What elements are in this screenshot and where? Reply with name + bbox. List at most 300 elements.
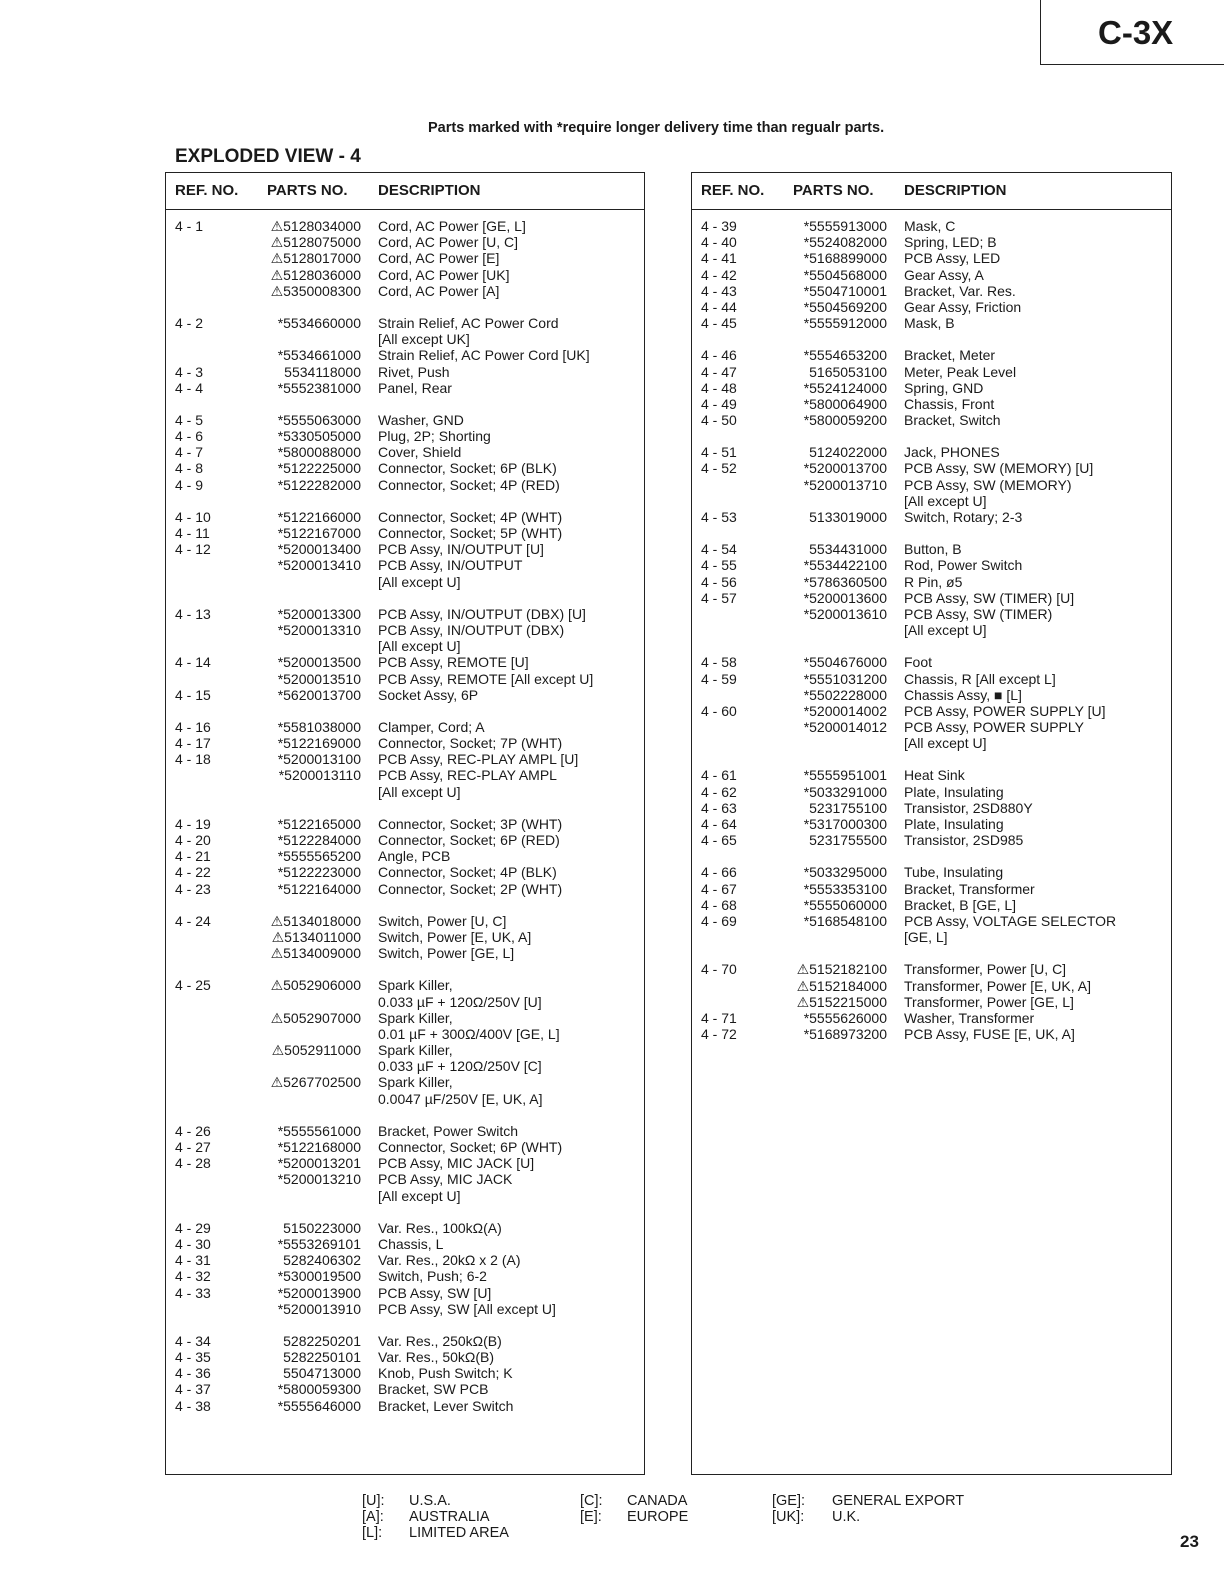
- description-cell: Switch, Power [U, C]: [378, 912, 507, 929]
- description-cell: Mask, C: [904, 218, 956, 234]
- table-row: [692, 396, 1171, 412]
- table-row: [166, 525, 644, 541]
- parts-no-cell: *5200013310: [277, 621, 361, 638]
- parts-no-cell: 5165053100: [809, 363, 887, 380]
- section-title: EXPLODED VIEW - 4: [175, 146, 361, 167]
- table-row: [166, 864, 644, 880]
- ref-no-cell: 4 - 49: [701, 395, 737, 412]
- description-cell: Cover, Shield: [378, 444, 462, 461]
- description-cell: Plate, Insulating: [904, 783, 1004, 800]
- ref-no-cell: 4 - 26: [175, 1122, 211, 1139]
- column-header: [166, 173, 644, 210]
- parts-no-cell: *5122168000: [277, 1139, 361, 1155]
- description-cell: Panel, Rear: [378, 379, 452, 396]
- table-row: [166, 751, 644, 767]
- ref-no-cell: 4 - 1: [175, 218, 204, 234]
- table-row: [166, 816, 644, 832]
- column-header: [692, 173, 1171, 210]
- parts-no-cell: *5552381000: [277, 379, 361, 396]
- description-cell: [All except U]: [904, 492, 987, 509]
- parts-no-cell: *5317000300: [803, 816, 887, 832]
- description-cell: Socket Assy, 6P: [378, 686, 479, 703]
- ref-no-cell: 4 - 53: [701, 509, 737, 525]
- table-row: [166, 347, 644, 363]
- ref-no-cell: 4 - 64: [701, 816, 737, 832]
- table-row: [692, 218, 1171, 234]
- description-cell: Bracket, Lever Switch: [378, 1397, 514, 1414]
- parts-no-cell: 5282250201: [283, 1332, 361, 1349]
- description-cell: PCB Assy, POWER SUPPLY [U]: [904, 702, 1106, 719]
- description-cell: Cord, AC Power [E]: [378, 250, 500, 267]
- table-row: [692, 703, 1171, 719]
- parts-no-cell: ⚠5134009000: [270, 945, 361, 962]
- parts-no-cell: 5133019000: [809, 509, 887, 525]
- ref-no-cell: 4 - 11: [175, 525, 210, 541]
- ref-no-cell: 4 - 66: [701, 864, 737, 881]
- parts-no-cell: *5534661000: [277, 347, 361, 364]
- description-cell: Connector, Socket; 4P (WHT): [378, 508, 563, 525]
- legend-item: [C]: CANADA: [580, 1493, 688, 1509]
- description-cell: Bracket, Transformer: [904, 880, 1035, 897]
- parts-no-cell: ⚠5052906000: [270, 977, 361, 994]
- table-row: [692, 913, 1171, 929]
- ref-no-cell: 4 - 41: [701, 250, 737, 267]
- table-row: [166, 881, 644, 897]
- table-row: [166, 767, 644, 783]
- description-cell: PCB Assy, REMOTE [All except U]: [378, 670, 594, 687]
- parts-no-cell: *5555565200: [277, 848, 361, 865]
- ref-no-cell: 4 - 37: [175, 1381, 211, 1398]
- ref-no-cell: 4 - 18: [175, 751, 211, 768]
- parts-no-cell: *5122282000: [277, 476, 361, 493]
- parts-no-cell: *5504676000: [803, 654, 887, 671]
- parts-no-cell: *5200013500: [277, 654, 361, 671]
- table-row: [166, 428, 644, 444]
- table-row: [166, 364, 644, 380]
- table-row: [166, 412, 644, 428]
- description-cell: Tube, Insulating: [904, 864, 1004, 881]
- table-row: [166, 331, 644, 347]
- table-row: [166, 719, 644, 735]
- parts-no-cell: *5555913000: [803, 218, 887, 234]
- table-row: [166, 380, 644, 396]
- description-cell: Chassis, L: [378, 1235, 444, 1252]
- parts-no-cell: *5555912000: [803, 315, 887, 332]
- description-cell: Connector, Socket; 2P (WHT): [378, 880, 563, 897]
- parts-no-cell: *5200013210: [277, 1171, 361, 1188]
- description-cell: Chassis Assy, ■ [L]: [904, 686, 1022, 703]
- table-row: [692, 881, 1171, 897]
- description-cell: PCB Assy, REMOTE [U]: [378, 654, 529, 671]
- parts-no-cell: *5200013100: [277, 751, 361, 768]
- table-row: [166, 638, 644, 654]
- parts-no-cell: *5200014002: [803, 702, 887, 719]
- ref-no-cell: 4 - 20: [175, 832, 211, 848]
- ref-no-cell: 4 - 55: [701, 557, 737, 574]
- ref-no-cell: 4 - 45: [701, 315, 737, 332]
- ref-no-cell: 4 - 69: [701, 912, 737, 929]
- description-cell: Bracket, SW PCB: [378, 1381, 489, 1398]
- parts-no-cell: *5200013610: [803, 605, 887, 622]
- ref-no-cell: 4 - 62: [701, 783, 737, 800]
- table-row: [692, 654, 1171, 670]
- table-row: [166, 1026, 644, 1042]
- ref-no-cell: 4 - 5: [175, 411, 204, 428]
- table-row: [166, 574, 644, 590]
- description-cell: Rivet, Push: [378, 363, 450, 380]
- parts-no-cell: ⚠5152215000: [796, 993, 887, 1010]
- description-cell: Foot: [904, 654, 933, 671]
- table-row: [166, 477, 644, 493]
- parts-no-cell: *5200013600: [803, 589, 887, 606]
- ref-no-cell: 4 - 61: [701, 767, 737, 784]
- table-row: [692, 816, 1171, 832]
- table-row: [692, 557, 1171, 573]
- description-cell: Washer, GND: [378, 411, 464, 428]
- description-cell: Var. Res., 20kΩ x 2 (A): [378, 1252, 521, 1269]
- parts-no-cell: *5122225000: [277, 460, 361, 477]
- table-row: [692, 590, 1171, 606]
- parts-no-cell: *5800064900: [803, 395, 887, 412]
- description-cell: PCB Assy, SW [U]: [378, 1284, 492, 1301]
- legend-item: [UK]: U.K.: [772, 1509, 861, 1525]
- table-row: [166, 460, 644, 476]
- description-cell: Chassis, R [All except L]: [904, 670, 1056, 687]
- table-row: [166, 1236, 644, 1252]
- description-cell: PCB Assy, POWER SUPPLY: [904, 719, 1084, 736]
- ref-no-cell: 4 - 8: [175, 460, 204, 477]
- description-cell: Bracket, Power Switch: [378, 1122, 519, 1139]
- delivery-notice: Parts marked with *require longer delivery time than regualr parts.: [428, 120, 885, 136]
- table-row: [692, 477, 1171, 493]
- ref-no-cell: 4 - 24: [175, 912, 211, 929]
- parts-no-cell: ⚠5350008300: [270, 282, 361, 299]
- table-row: [166, 1301, 644, 1317]
- header-description: DESCRIPTION: [904, 182, 1007, 199]
- table-row: [166, 1285, 644, 1301]
- ref-no-cell: 4 - 46: [701, 347, 737, 364]
- description-cell: 0.033 µF + 120Ω/250V [C]: [378, 1058, 542, 1075]
- table-row: [166, 687, 644, 703]
- ref-no-cell: 4 - 71: [701, 1009, 737, 1026]
- description-cell: Connector, Socket; 5P (WHT): [378, 525, 563, 541]
- parts-no-cell: 5534118000: [284, 363, 361, 380]
- parts-no-cell: ⚠5134011000: [271, 928, 361, 945]
- description-cell: Bracket, B [GE, L]: [904, 896, 1017, 913]
- description-cell: PCB Assy, SW [All except U]: [378, 1300, 556, 1317]
- table-row: [166, 315, 644, 331]
- ref-no-cell: 4 - 38: [175, 1397, 211, 1414]
- table-row: [166, 250, 644, 266]
- ref-no-cell: 4 - 22: [175, 864, 211, 881]
- parts-no-cell: 5282250101: [283, 1349, 361, 1366]
- table-row: [692, 509, 1171, 525]
- parts-no-cell: 5231755500: [809, 832, 887, 849]
- parts-no-cell: 5150223000: [283, 1219, 361, 1236]
- description-cell: Heat Sink: [904, 767, 965, 784]
- ref-no-cell: 4 - 51: [701, 444, 737, 461]
- parts-no-cell: ⚠5128017000: [270, 250, 361, 267]
- description-cell: Washer, Transformer: [904, 1009, 1035, 1026]
- table-row: [166, 283, 644, 299]
- table-row: [692, 897, 1171, 913]
- table-row: [692, 622, 1171, 638]
- description-cell: Spring, LED; B: [904, 234, 997, 251]
- description-cell: [All except UK]: [378, 331, 470, 348]
- description-cell: Bracket, Meter: [904, 347, 996, 364]
- table-row: [692, 347, 1171, 363]
- ref-no-cell: 4 - 6: [175, 428, 204, 445]
- parts-no-cell: *5200013300: [277, 605, 361, 622]
- description-cell: Knob, Push Switch; K: [378, 1365, 513, 1382]
- parts-no-cell: *5534660000: [277, 314, 361, 331]
- description-cell: Transformer, Power [U, C]: [904, 961, 1067, 978]
- ref-no-cell: 4 - 28: [175, 1155, 211, 1172]
- parts-no-cell: *5200013900: [277, 1284, 361, 1301]
- description-cell: Gear Assy, Friction: [904, 298, 1022, 315]
- ref-no-cell: 4 - 72: [701, 1026, 737, 1043]
- parts-no-cell: *5581038000: [277, 718, 361, 735]
- parts-no-cell: *5122167000: [277, 525, 361, 541]
- table-row: [166, 832, 644, 848]
- ref-no-cell: 4 - 17: [175, 735, 211, 752]
- table-row: [166, 1333, 644, 1349]
- table-row: [692, 444, 1171, 460]
- description-cell: Angle, PCB: [378, 848, 451, 865]
- description-cell: Spark Killer,: [378, 1074, 453, 1091]
- legend-item: [L]: LIMITED AREA: [362, 1525, 509, 1541]
- parts-no-cell: *5168973200: [803, 1026, 887, 1043]
- table-row: [692, 994, 1171, 1010]
- description-cell: Connector, Socket; 3P (WHT): [378, 815, 563, 832]
- description-cell: Connector, Socket; 6P (BLK): [378, 460, 557, 477]
- header-parts-no: PARTS NO.: [793, 182, 874, 199]
- description-cell: Spring, GND: [904, 379, 984, 396]
- parts-no-cell: *5800059200: [803, 412, 887, 429]
- parts-no-cell: *5200013710: [803, 476, 887, 493]
- parts-no-cell: *5200013110: [278, 767, 361, 784]
- parts-no-cell: *5300019500: [277, 1268, 361, 1285]
- parts-no-cell: *5554653200: [803, 347, 887, 364]
- table-row: [166, 977, 644, 993]
- parts-no-cell: *5200014012: [803, 719, 887, 736]
- table-row: [166, 1252, 644, 1268]
- table-row: [166, 234, 644, 250]
- table-row: [166, 1123, 644, 1139]
- table-row: [166, 735, 644, 751]
- table-row: [166, 671, 644, 687]
- header-description: DESCRIPTION: [378, 182, 481, 199]
- description-cell: Switch, Push; 6-2: [378, 1268, 487, 1285]
- parts-no-cell: *5555561000: [277, 1122, 361, 1139]
- description-cell: Plug, 2P; Shorting: [378, 428, 491, 445]
- parts-no-cell: *5502228000: [803, 686, 887, 703]
- table-row: [166, 929, 644, 945]
- ref-no-cell: 4 - 7: [175, 444, 204, 461]
- parts-no-cell: ⚠5128034000: [270, 218, 361, 234]
- parts-no-cell: *5168548100: [803, 912, 887, 929]
- table-row: [692, 1010, 1171, 1026]
- page-number: 23: [1180, 1532, 1199, 1551]
- table-row: [166, 444, 644, 460]
- description-cell: Transistor, 2SD985: [904, 832, 1024, 849]
- description-cell: Strain Relief, AC Power Cord: [378, 314, 559, 331]
- description-cell: Cord, AC Power [UK]: [378, 266, 510, 283]
- parts-no-cell: *5553353100: [803, 880, 887, 897]
- table-row: [692, 719, 1171, 735]
- description-cell: PCB Assy, MIC JACK [U]: [378, 1155, 535, 1172]
- table-row: [692, 767, 1171, 783]
- description-cell: PCB Assy, IN/OUTPUT (DBX) [U]: [378, 605, 586, 622]
- description-cell: Cord, AC Power [U, C]: [378, 234, 519, 251]
- parts-no-cell: *5200013410: [277, 557, 361, 574]
- ref-no-cell: 4 - 60: [701, 702, 737, 719]
- table-row: [166, 913, 644, 929]
- parts-no-cell: ⚠5267702500: [270, 1074, 361, 1091]
- description-cell: PCB Assy, FUSE [E, UK, A]: [904, 1026, 1075, 1043]
- description-cell: Var. Res., 250kΩ(B): [378, 1332, 502, 1349]
- ref-no-cell: 4 - 21: [175, 848, 211, 865]
- ref-no-cell: 4 - 42: [701, 266, 737, 283]
- description-cell: Strain Relief, AC Power Cord [UK]: [378, 347, 590, 364]
- table-row: [692, 267, 1171, 283]
- description-cell: PCB Assy, REC-PLAY AMPL [U]: [378, 751, 579, 768]
- table-row: [166, 945, 644, 961]
- ref-no-cell: 4 - 19: [175, 815, 211, 832]
- table-row: [166, 1398, 644, 1414]
- header-ref-no: REF. NO.: [175, 182, 239, 199]
- description-cell: Chassis, Front: [904, 395, 995, 412]
- legend-item: [A]: AUSTRALIA: [362, 1509, 490, 1525]
- description-cell: [All except U]: [378, 783, 461, 800]
- ref-no-cell: 4 - 3: [175, 363, 204, 380]
- table-row: [692, 283, 1171, 299]
- ref-no-cell: 4 - 31: [175, 1252, 211, 1269]
- legend-col-1: [362, 1493, 562, 1541]
- parts-no-cell: *5524082000: [803, 234, 887, 251]
- legend-item: [GE]: GENERAL EXPORT: [772, 1493, 965, 1509]
- description-cell: Connector, Socket; 6P (WHT): [378, 1139, 563, 1155]
- parts-no-cell: ⚠5052907000: [270, 1009, 361, 1026]
- ref-no-cell: 4 - 59: [701, 670, 737, 687]
- parts-no-cell: *5555060000: [803, 896, 887, 913]
- table-row: [692, 493, 1171, 509]
- table-row: [692, 606, 1171, 622]
- table-row: [166, 1074, 644, 1090]
- table-row: [692, 364, 1171, 380]
- table-row: [166, 1349, 644, 1365]
- ref-no-cell: 4 - 4: [175, 379, 204, 396]
- description-cell: PCB Assy, LED: [904, 250, 1001, 267]
- ref-no-cell: 4 - 57: [701, 589, 737, 606]
- table-row: [166, 994, 644, 1010]
- parts-list-right: [692, 218, 1171, 1042]
- table-row: [692, 800, 1171, 816]
- description-cell: Var. Res., 50kΩ(B): [378, 1349, 495, 1366]
- parts-no-cell: *5122165000: [277, 815, 361, 832]
- table-row: [692, 315, 1171, 331]
- ref-no-cell: 4 - 70: [701, 961, 737, 978]
- description-cell: Bracket, Var. Res.: [904, 282, 1016, 299]
- description-cell: Var. Res., 100kΩ(A): [378, 1219, 502, 1236]
- ref-no-cell: 4 - 68: [701, 896, 737, 913]
- description-cell: Connector, Socket; 4P (BLK): [378, 864, 557, 881]
- description-cell: 0.033 µF + 120Ω/250V [U]: [378, 993, 542, 1010]
- ref-no-cell: 4 - 54: [701, 541, 737, 558]
- description-cell: PCB Assy, SW (MEMORY) [U]: [904, 460, 1094, 477]
- parts-no-cell: *5534422100: [803, 557, 887, 574]
- description-cell: PCB Assy, IN/OUTPUT (DBX): [378, 621, 565, 638]
- parts-no-cell: *5330505000: [277, 428, 361, 445]
- ref-no-cell: 4 - 25: [175, 977, 211, 994]
- parts-no-cell: *5504568000: [803, 266, 887, 283]
- parts-no-cell: ⚠5052911000: [271, 1042, 361, 1059]
- description-cell: 0.01 µF + 300Ω/400V [GE, L]: [378, 1025, 560, 1042]
- parts-no-cell: *5200013400: [277, 541, 361, 558]
- description-cell: PCB Assy, VOLTAGE SELECTOR: [904, 912, 1117, 929]
- description-cell: Connector, Socket; 4P (RED): [378, 476, 560, 493]
- table-row: [166, 1365, 644, 1381]
- parts-no-cell: *5551031200: [803, 670, 887, 687]
- ref-no-cell: 4 - 56: [701, 573, 737, 590]
- table-row: [692, 412, 1171, 428]
- ref-no-cell: 4 - 27: [175, 1139, 211, 1155]
- table-row: [166, 1058, 644, 1074]
- description-cell: Transistor, 2SD880Y: [904, 799, 1033, 816]
- table-row: [166, 848, 644, 864]
- parts-no-cell: *5786360500: [803, 573, 887, 590]
- ref-no-cell: 4 - 16: [175, 718, 211, 735]
- description-cell: PCB Assy, REC-PLAY AMPL: [378, 767, 557, 784]
- ref-no-cell: 4 - 10: [175, 508, 211, 525]
- legend-item: [E]: EUROPE: [580, 1509, 689, 1525]
- description-cell: Connector, Socket; 7P (WHT): [378, 735, 563, 752]
- description-cell: Spark Killer,: [378, 1009, 453, 1026]
- table-row: [166, 267, 644, 283]
- parts-no-cell: 5231755100: [809, 799, 887, 816]
- table-row: [692, 234, 1171, 250]
- table-row: [692, 460, 1171, 476]
- parts-no-cell: ⚠5152184000: [796, 977, 887, 994]
- ref-no-cell: 4 - 23: [175, 880, 211, 897]
- parts-no-cell: *5200013700: [803, 460, 887, 477]
- table-row: [692, 784, 1171, 800]
- description-cell: Mask, B: [904, 315, 955, 332]
- parts-no-cell: 5124022000: [809, 444, 887, 461]
- description-cell: Switch, Power [E, UK, A]: [378, 928, 532, 945]
- parts-no-cell: *5555063000: [277, 411, 361, 428]
- ref-no-cell: 4 - 9: [175, 476, 204, 493]
- table-row: [166, 1188, 644, 1204]
- parts-no-cell: *5524124000: [803, 379, 887, 396]
- ref-no-cell: 4 - 36: [175, 1365, 211, 1382]
- legend-item: [U]: U.S.A.: [362, 1493, 451, 1509]
- table-row: [692, 1026, 1171, 1042]
- parts-no-cell: ⚠5128036000: [270, 266, 361, 283]
- table-row: [166, 622, 644, 638]
- parts-list-left: [166, 218, 644, 1414]
- table-row: [692, 735, 1171, 751]
- ref-no-cell: 4 - 39: [701, 218, 737, 234]
- parts-no-cell: *5555646000: [277, 1397, 361, 1414]
- description-cell: Transformer, Power [E, UK, A]: [904, 977, 1091, 994]
- description-cell: Spark Killer,: [378, 1042, 453, 1059]
- description-cell: [All except U]: [378, 1187, 461, 1204]
- parts-table-right: [691, 172, 1172, 1475]
- ref-no-cell: 4 - 32: [175, 1268, 211, 1285]
- ref-no-cell: 4 - 29: [175, 1219, 211, 1236]
- ref-no-cell: 4 - 14: [175, 654, 211, 671]
